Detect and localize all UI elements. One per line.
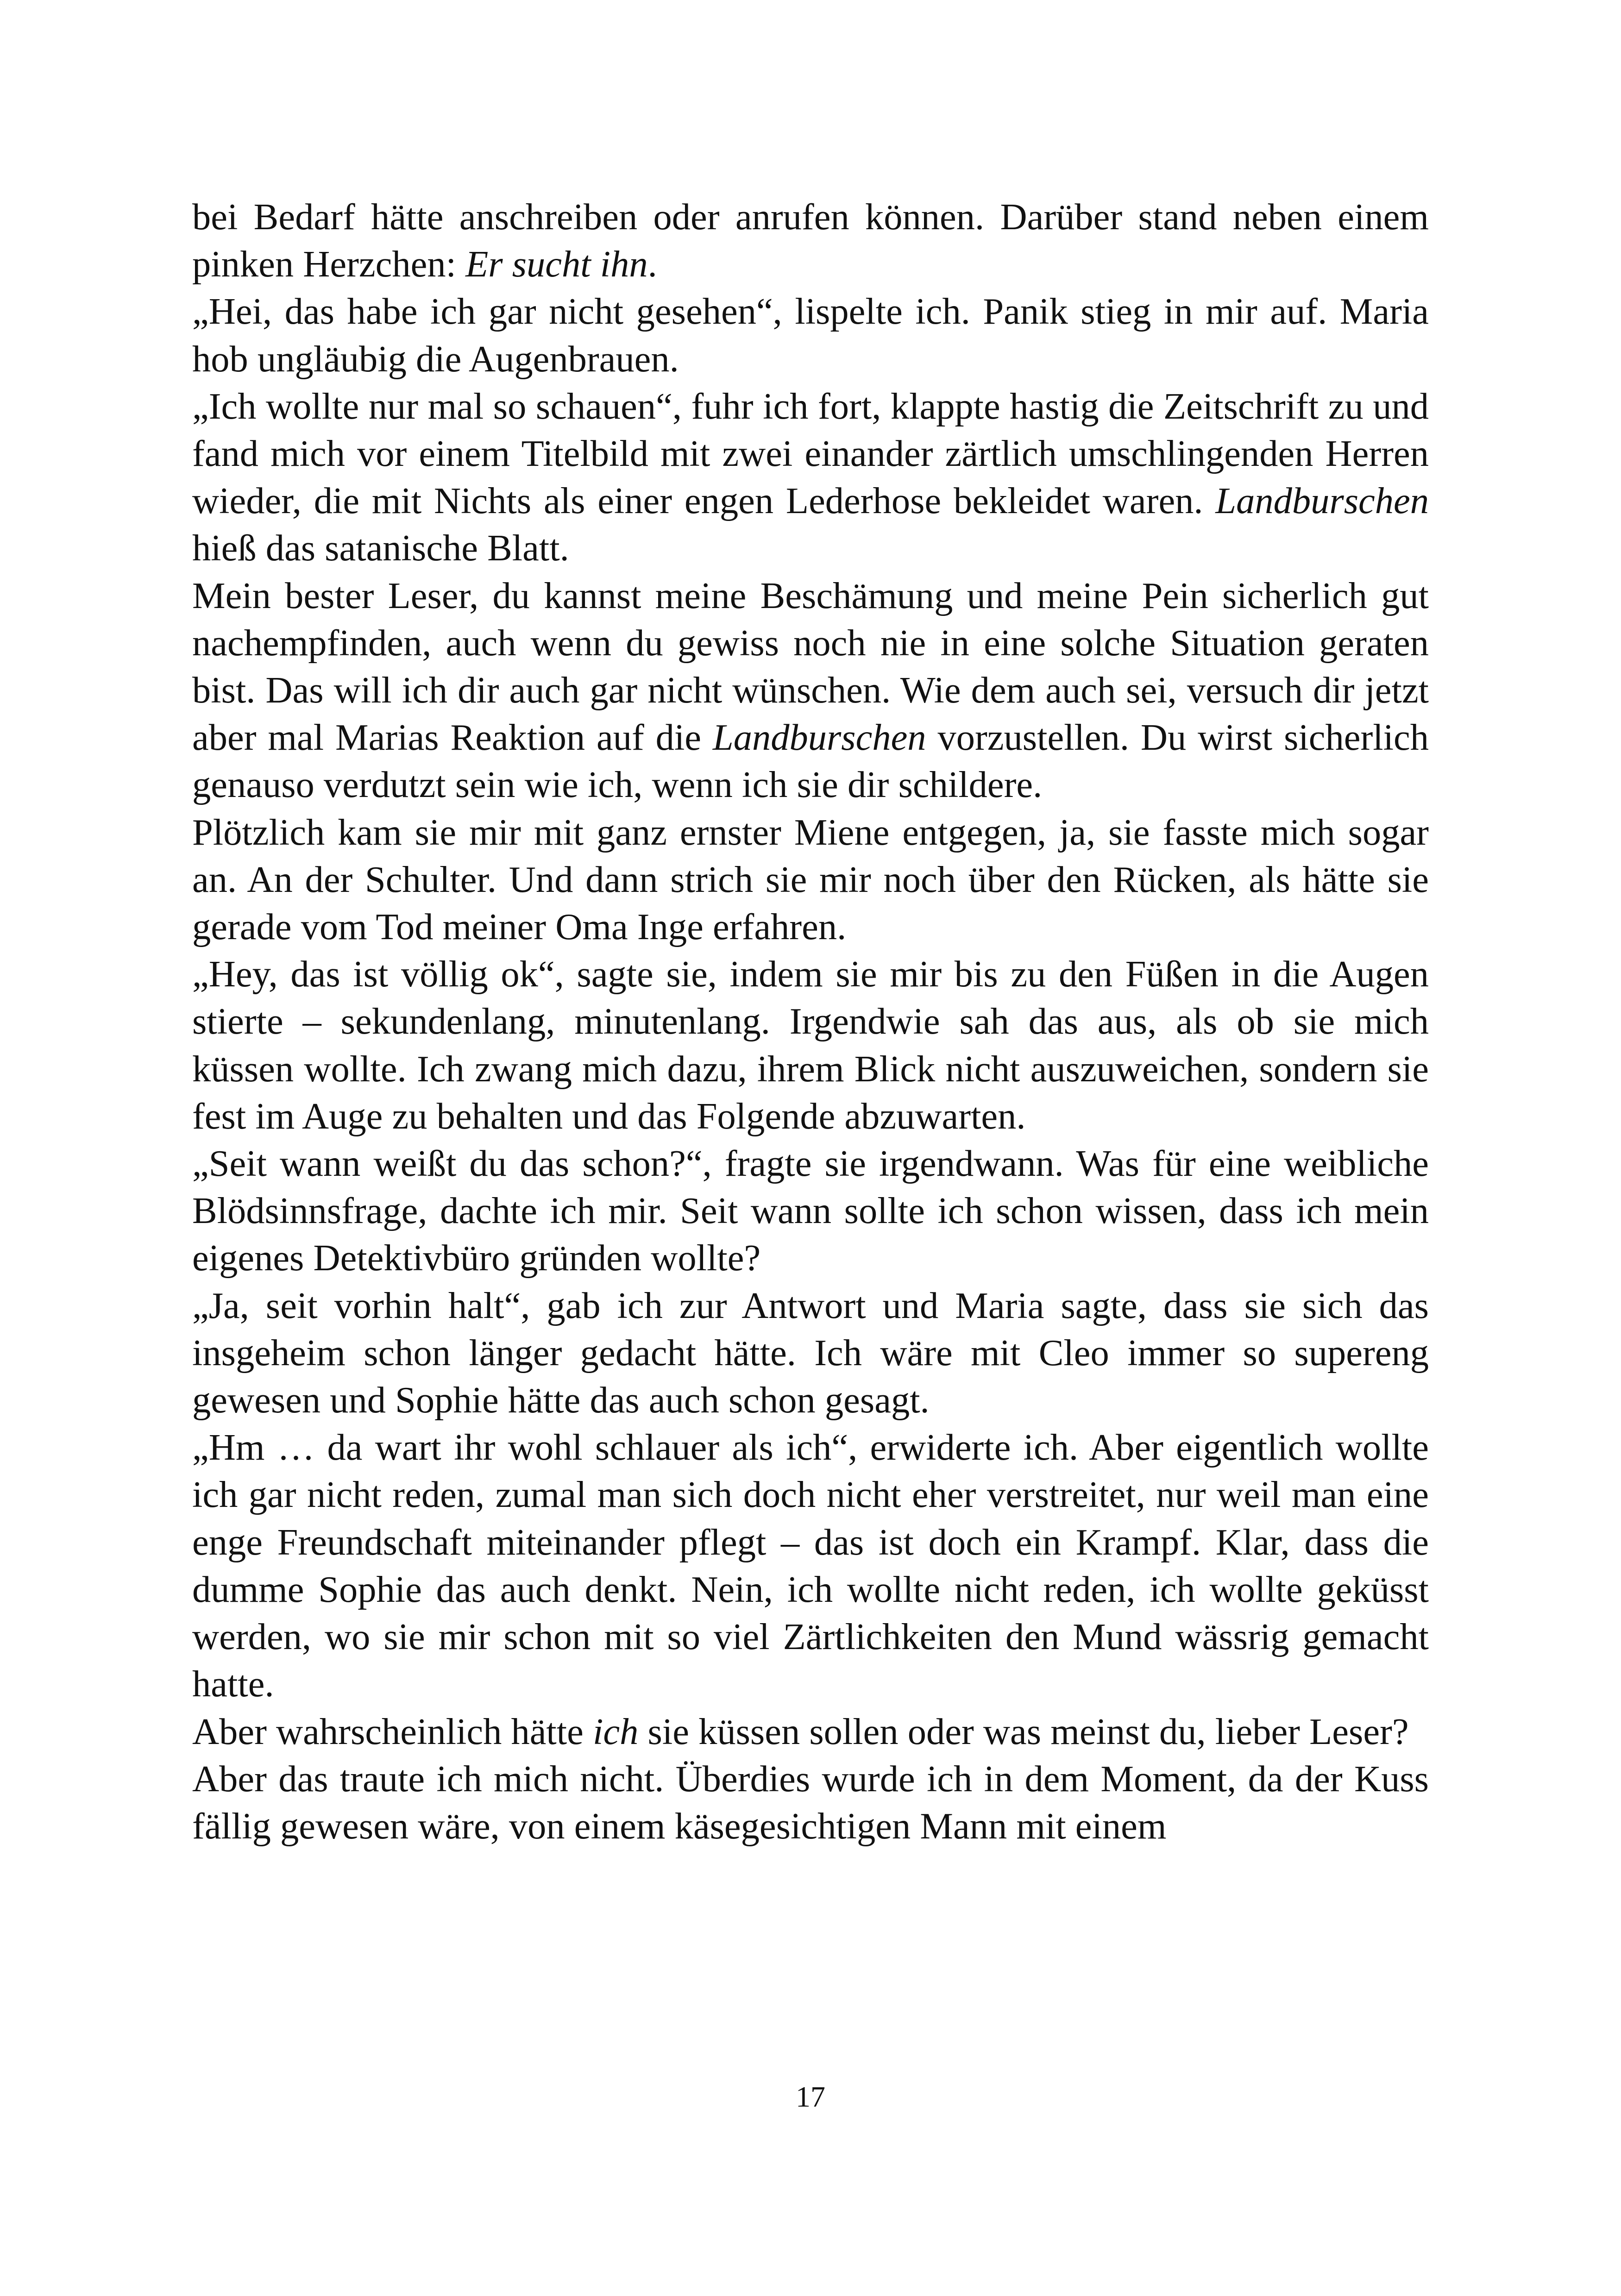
text-run: „Hey, das ist völlig ok“, sagte sie, indem sie mir bis zu den Füßen in die Augen stierte – sekundenlang, minutenlang. Irgendwie sah das aus, als ob sie mich küssen wollte. Ich zwang mich dazu, ihrem Blick nicht auszuweichen, sondern sie fest im Auge zu behalten und das Folgende abzuwarten.: [192, 954, 1429, 1137]
text-run: Aber das traute ich mich nicht. Überdies wurde ich in dem Moment, da der Kuss fällig gewesen wäre, von einem käsegesichtigen Mann mit einem: [192, 1758, 1429, 1847]
italic-text: Er sucht ihn: [465, 244, 648, 285]
paragraph: [192, 194, 1429, 288]
text-run: Mein bester Leser, du kannst meine Beschämung und meine Pein sicherlich gut nachempfinden, auch wenn du gewiss noch nie in eine solche Situation geraten bist. Das will ich dir auch gar nicht wünschen. Wie dem auch sei, versuch dir jetzt aber mal Marias Reaktion auf die: [192, 575, 1429, 759]
paragraph: [192, 1708, 1429, 1756]
text-run: sie küssen sollen oder was meinst du, lieber Leser?: [638, 1711, 1409, 1752]
paragraph: [192, 383, 1429, 572]
paragraph: [192, 1140, 1429, 1282]
page-number: 17: [796, 2080, 825, 2113]
italic-text: Landburschen: [712, 717, 926, 759]
paragraph: [192, 951, 1429, 1140]
text-run: „Hm … da wart ihr wohl schlauer als ich“, erwiderte ich. Aber eigentlich wollte ich gar nicht reden, zumal man sich doch nicht eher verstreitet, nur weil man eine enge Freundschaft miteinander pflegt – das ist doch ein Krampf. Klar, dass die dumme Sophie das auch denkt. Nein, ich wollte nicht reden, ich wollte geküsst werden, wo sie mir schon mit so viel Zärtlichkeiten den Mund wässrig gemacht hatte.: [192, 1427, 1429, 1705]
text-run: vorzustellen. Du wirst sicherlich genauso verdutzt sein wie ich, wenn ich sie dir schildere.: [192, 717, 1429, 806]
text-run: Aber wahrscheinlich hätte: [192, 1711, 593, 1752]
text-run: bei Bedarf hätte anschreiben oder anrufen können. Darüber stand neben einem pinken Herzchen:: [192, 196, 1429, 285]
paragraph: [192, 1424, 1429, 1708]
paragraph: [192, 288, 1429, 383]
text-run: „Hei, das habe ich gar nicht gesehen“, lispelte ich. Panik stieg in mir auf. Maria hob ungläubig die Augenbrauen.: [192, 291, 1429, 380]
paragraph: [192, 1756, 1429, 1850]
text-run: Plötzlich kam sie mir mit ganz ernster Miene entgegen, ja, sie fasste mich sogar an. An der Schulter. Und dann strich sie mir noch über den Rücken, als hätte sie gerade vom Tod meiner Oma Inge erfahren.: [192, 811, 1429, 948]
paragraph: [192, 1282, 1429, 1424]
text-run: „Ja, seit vorhin halt“, gab ich zur Antwort und Maria sagte, dass sie sich das insgeheim schon länger gedacht hätte. Ich wäre mit Cleo immer so supereng gewesen und Sophie hätte das auch schon gesagt.: [192, 1285, 1429, 1421]
paragraph: [192, 572, 1429, 809]
text-run: .: [647, 244, 657, 285]
text-run: „Seit wann weißt du das schon?“, fragte sie irgendwann. Was für eine weibliche Blödsinnsfrage, dachte ich mir. Seit wann sollte ich schon wissen, dass ich mein eigenes Detektivbüro gründen wollte?: [192, 1143, 1429, 1279]
text-run: hieß das satanische Blatt.: [192, 527, 569, 569]
paragraph: [192, 809, 1429, 951]
text-run: „Ich wollte nur mal so schauen“, fuhr ich fort, klappte hastig die Zeitschrift zu und fand mich vor einem Titelbild mit zwei einander zärtlich umschlingenden Herren wieder, die mit Nichts als einer engen Lederhose bekleidet waren.: [192, 385, 1429, 522]
italic-text: Landburschen: [1215, 480, 1429, 522]
italic-text: ich: [593, 1711, 639, 1752]
body-text: [192, 194, 1429, 1850]
